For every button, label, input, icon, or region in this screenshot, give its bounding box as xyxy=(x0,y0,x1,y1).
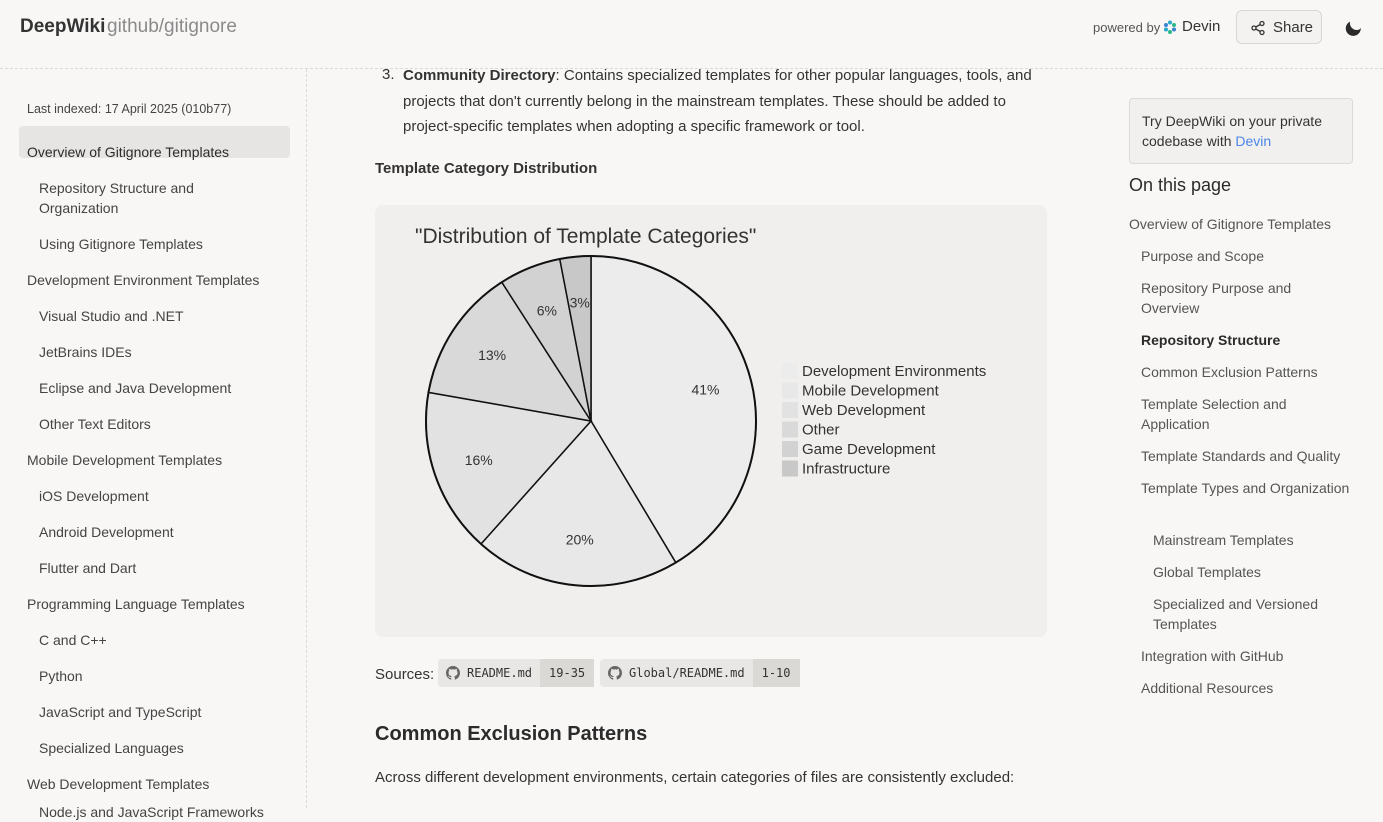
sidebar-item[interactable]: Other Text Editors xyxy=(39,416,151,432)
toc-item[interactable]: Template Standards and Quality xyxy=(1141,448,1341,464)
repo-name[interactable]: github/gitignore xyxy=(107,16,237,37)
left-sidebar xyxy=(0,69,307,820)
toc-item[interactable]: Mainstream Templates xyxy=(1153,532,1294,548)
legend-swatch xyxy=(782,402,798,418)
sidebar-item[interactable]: JetBrains IDEs xyxy=(39,344,132,360)
paragraph: Across different development environments, certain categories of files are consistently excluded: xyxy=(375,769,1015,786)
sidebar-item[interactable]: JavaScript and TypeScript xyxy=(39,704,202,720)
sidebar-item[interactable]: iOS Development xyxy=(39,488,149,504)
toc-item[interactable]: Common Exclusion Patterns xyxy=(1141,364,1318,380)
slice-label: 13% xyxy=(478,347,507,364)
github-icon xyxy=(608,666,622,680)
sidebar-item[interactable]: Programming Language Templates xyxy=(27,596,245,612)
moon-icon[interactable] xyxy=(1344,17,1364,37)
legend-label: Other xyxy=(802,421,840,439)
sidebar-item[interactable]: Visual Studio and .NET xyxy=(39,308,184,324)
promo-box xyxy=(1129,98,1353,164)
toc-item[interactable]: Additional Resources xyxy=(1141,680,1274,696)
sidebar-item[interactable]: Android Development xyxy=(39,524,174,540)
legend-label: Development Environments xyxy=(802,363,987,380)
sidebar-item[interactable]: Flutter and Dart xyxy=(39,560,137,576)
source-lines: 1-10 xyxy=(753,659,800,687)
sidebar-item[interactable]: Eclipse and Java Development xyxy=(39,380,232,396)
slice-label: 6% xyxy=(536,302,557,319)
legend-swatch xyxy=(782,422,798,438)
slice-label: 3% xyxy=(569,294,590,311)
slice-label: 16% xyxy=(464,451,493,468)
toc-item[interactable]: Specialized and Versioned Templates xyxy=(1153,596,1319,632)
legend-swatch xyxy=(782,383,798,399)
section-heading: Common Exclusion Patterns xyxy=(375,723,648,745)
promo-devin-link[interactable]: Devin xyxy=(1235,133,1272,149)
sidebar-item[interactable]: Node.js and JavaScript Frameworks xyxy=(39,804,264,820)
legend-label: Game Development xyxy=(802,441,936,458)
top-header xyxy=(0,0,1383,69)
promo-text: Try DeepWiki on your private codebase with xyxy=(1142,113,1322,149)
sources-label: Sources: xyxy=(375,666,435,683)
legend-label: Infrastructure xyxy=(802,460,891,478)
legend-swatch xyxy=(782,461,798,477)
sidebar-item[interactable]: Python xyxy=(39,668,83,684)
github-icon xyxy=(446,666,460,680)
list-item-community-directory xyxy=(403,63,1053,140)
source-file xyxy=(600,659,753,687)
share-icon xyxy=(1251,21,1265,35)
list-item-bold: Community Directory xyxy=(403,67,556,84)
legend-swatch xyxy=(782,363,798,379)
toc-item[interactable]: Repository Purpose and Overview xyxy=(1141,280,1292,316)
toc-item[interactable]: Integration with GitHub xyxy=(1141,648,1284,664)
list-item-text: : Contains specialized templates for other popular languages, tools, and projects that don't currently belong in the mainstream templates. These should be added to project-specific templates when adopting a specific framework or tool. xyxy=(403,67,1032,135)
slice-label: 20% xyxy=(565,531,594,548)
legend-label: Mobile Development xyxy=(802,382,939,400)
pie-chart-container xyxy=(375,205,1047,637)
source-file xyxy=(438,659,540,687)
source-lines: 19-35 xyxy=(540,659,594,687)
last-indexed-label: Last indexed: 17 April 2025 (010b77) xyxy=(27,102,232,116)
toc-item[interactable]: Global Templates xyxy=(1153,564,1261,580)
toc-item[interactable]: Purpose and Scope xyxy=(1141,248,1264,264)
toc-heading: On this page xyxy=(1129,175,1232,195)
source-link-readme[interactable] xyxy=(438,659,594,687)
toc-item[interactable]: Repository Structure xyxy=(1141,332,1281,348)
sidebar-item[interactable]: Mobile Development Templates xyxy=(27,452,223,468)
source-file-name: Global/README.md xyxy=(629,666,745,680)
share-button[interactable] xyxy=(1236,10,1322,44)
chart-subheading: Template Category Distribution xyxy=(375,160,598,177)
pie-chart xyxy=(375,205,1047,637)
toc-item[interactable]: Template Selection and Application xyxy=(1141,396,1287,432)
sidebar-item[interactable]: Web Development Templates xyxy=(27,776,210,792)
powered-by-label: powered by xyxy=(1093,20,1161,35)
sidebar-item[interactable]: Specialized Languages xyxy=(39,740,184,756)
toc-item[interactable]: Overview of Gitignore Templates xyxy=(1129,216,1332,232)
toc-item[interactable]: Template Types and Organization xyxy=(1141,480,1350,496)
sidebar-item[interactable]: Development Environment Templates xyxy=(27,272,260,288)
share-label: Share xyxy=(1273,19,1314,36)
sidebar-item[interactable]: C and C++ xyxy=(39,632,107,648)
sidebar-item[interactable]: Overview of Gitignore Templates xyxy=(27,144,230,160)
legend-label: Web Development xyxy=(802,402,926,419)
list-number: 3. xyxy=(382,66,395,83)
chart-title: "Distribution of Template Categories" xyxy=(415,225,757,248)
legend-swatch xyxy=(782,441,798,457)
source-link-global-readme[interactable] xyxy=(600,659,800,687)
devin-logo-icon xyxy=(1163,20,1177,34)
slice-label: 41% xyxy=(691,381,720,398)
sidebar-item[interactable]: Using Gitignore Templates xyxy=(39,236,203,252)
sidebar-item[interactable]: Repository Structure and Organization xyxy=(39,180,194,216)
devin-link[interactable]: Devin xyxy=(1182,18,1221,35)
source-file-name: README.md xyxy=(467,666,533,680)
brand-logo[interactable]: DeepWiki xyxy=(20,16,106,37)
